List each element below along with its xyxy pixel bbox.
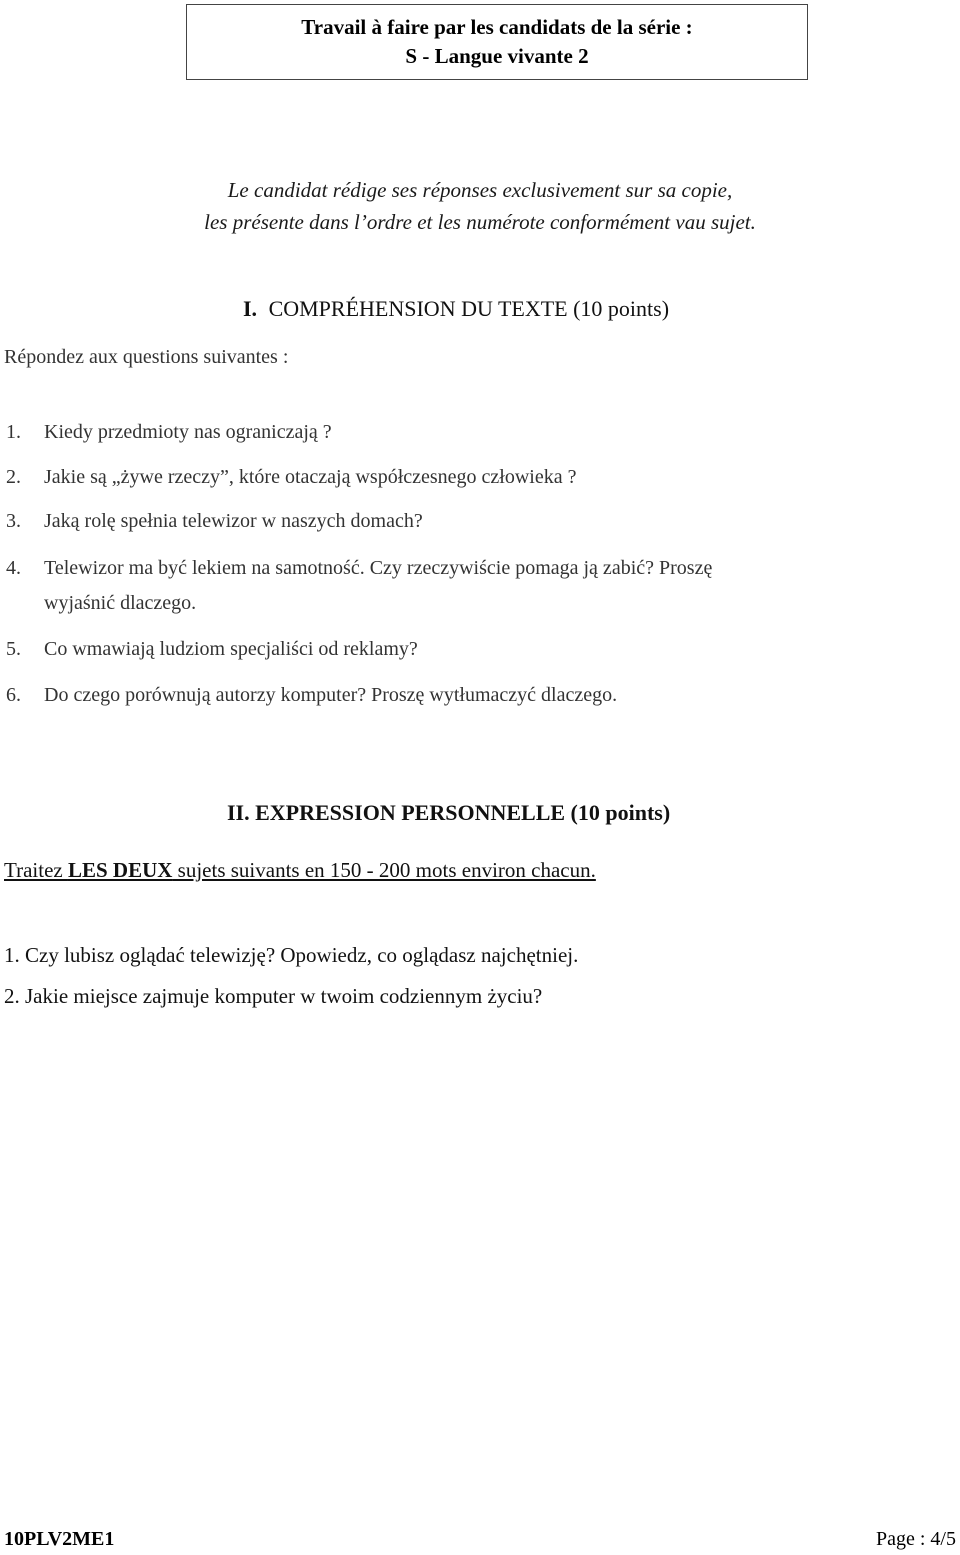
question-number: 2. xyxy=(6,466,21,488)
section1-numeral: I. xyxy=(243,296,258,321)
question-text: Telewizor ma być lekiem na samotność. Czy rzeczywiście pomaga ją zabić? Proszę xyxy=(44,557,713,579)
instruction-post: sujets suivants en 150 - 200 mots environ chacun. xyxy=(172,858,596,882)
question-text: Kiedy przedmioty nas ograniczają ? xyxy=(44,421,332,443)
section2-instruction xyxy=(4,858,596,882)
footer-code: 10PLV2ME1 xyxy=(4,1528,115,1550)
question-text: Co wmawiają ludziom specjaliści od reklamy? xyxy=(44,638,418,660)
instruction-line-2: les présente dans l’ordre et les numérote conformément vau sujet. xyxy=(204,210,756,234)
instruction-bold: LES DEUX xyxy=(67,858,173,882)
section1-prompt: Répondez aux questions suivantes : xyxy=(4,346,289,368)
question-4 xyxy=(6,556,712,580)
section2-heading: II. EXPRESSION PERSONNELLE (10 points) xyxy=(227,800,671,825)
topic-2: 2. Jakie miejsce zajmuje komputer w twoim codziennym życiu? xyxy=(4,984,543,1008)
question-number: 4. xyxy=(6,557,21,579)
question-1 xyxy=(6,420,332,444)
question-5 xyxy=(6,637,418,661)
topic-1: 1. Czy lubisz oglądać telewizję? Opowiedz, co oglądasz najchętniej. xyxy=(4,943,579,967)
question-number: 5. xyxy=(6,638,21,660)
question-text: Jakie są „żywe rzeczy”, które otaczają współczesnego człowieka ? xyxy=(44,466,577,488)
question-text: Jaką rolę spełnia telewizor w naszych domach? xyxy=(44,510,423,532)
question-number: 3. xyxy=(6,510,21,532)
footer-page: Page : 4/5 xyxy=(876,1528,956,1550)
section1-heading xyxy=(243,296,669,322)
instruction-pre: Traitez xyxy=(4,858,68,882)
instruction xyxy=(130,174,830,238)
question-text: Do czego porównują autorzy komputer? Proszę wytłumaczyć dlaczego. xyxy=(44,684,618,706)
question-number: 1. xyxy=(6,421,21,443)
question-3 xyxy=(6,509,423,533)
header-line-1: Travail à faire par les candidats de la série : xyxy=(301,15,693,39)
question-number: 6. xyxy=(6,684,21,706)
instruction-line-1: Le candidat rédige ses réponses exclusivement sur sa copie, xyxy=(227,178,733,202)
header-line-2: S - Langue vivante 2 xyxy=(405,44,589,68)
question-6 xyxy=(6,683,617,707)
question-2 xyxy=(6,465,576,489)
question-4-continued: wyjaśnić dlaczego. xyxy=(44,592,197,614)
section1-title: COMPRÉHENSION DU TEXTE (10 points) xyxy=(268,296,670,321)
header-box xyxy=(186,4,808,80)
